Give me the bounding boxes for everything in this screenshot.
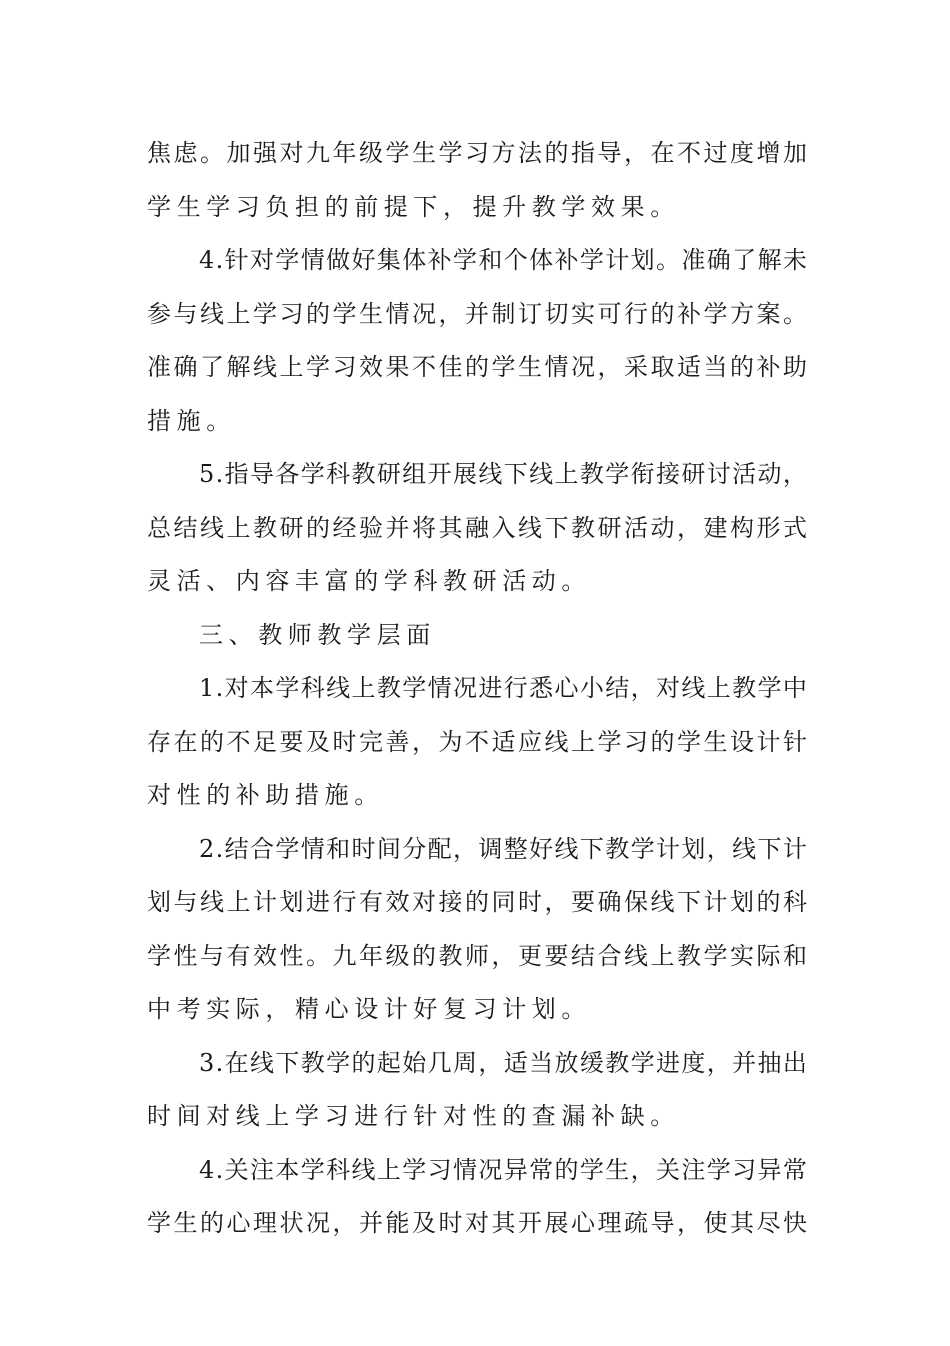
text-line: 对性的补助措施。	[147, 781, 384, 809]
text-line: 学 生 的 心 理 状 况 ， 并 能 及 时 对 其 开 展 心 理 疏 导 ， 使 其 尽 快	[147, 1209, 807, 1237]
text-line: 总 结 线 上 教 研 的 经 验 并 将 其 融 入 线 下 教 研 活 动 ， 建 构 形 式	[147, 513, 807, 542]
text-line: 4 . 针 对 学 情 做 好 集 体 补 学 和 个 体 补 学 计 划 。 准 确 了 解 未	[199, 246, 807, 274]
text-line: 存 在 的 不 足 要 及 时 完 善 ， 为 不 适 应 线 上 学 习 的 学 生 设 计 针	[147, 727, 807, 756]
text-line: 中考实际，精心设计好复习计划。	[147, 995, 591, 1023]
text-line: 划 与 线 上 计 划 进 行 有 效 对 接 的 同 时 ， 要 确 保 线 下 计 划 的 科	[147, 888, 807, 916]
text-line: 焦 虑 。 加 强 对 九 年 级 学 生 学 习 方 法 的 指 导 ， 在 不 过 度 增 加	[147, 139, 807, 167]
text-line: 灵活、内容丰富的学科教研活动。	[147, 567, 591, 595]
text-line: 3 . 在 线 下 教 学 的 起 始 几 周 ， 适 当 放 缓 教 学 进 度 ， 并 抽 出	[199, 1048, 807, 1077]
text-line: 5 . 指 导 各 学 科 教 研 组 开 展 线 下 线 上 教 学 衔 接 研 讨 活 动 ，	[199, 460, 807, 488]
text-line: 参 与 线 上 学 习 的 学 生 情 况 ， 并 制 订 切 实 可 行 的 补 学 方 案 。	[147, 299, 807, 328]
document-body	[147, 127, 807, 1251]
text-line: 4 . 关 注 本 学 科 线 上 学 习 情 况 异 常 的 学 生 ， 关 注 学 习 异 常	[199, 1155, 807, 1184]
text-line: 1 . 对 本 学 科 线 上 教 学 情 况 进 行 悉 心 小 结 ， 对 线 上 教 学 中	[199, 674, 807, 702]
text-line: 三、教师教学层面	[199, 620, 436, 649]
text-line: 学生学习负担的前提下，提升教学效果。	[147, 192, 680, 221]
text-line: 准 确 了 解 线 上 学 习 效 果 不 佳 的 学 生 情 况 ， 采 取 适 当 的 补 助	[147, 353, 807, 381]
text-line: 学 性 与 有 效 性 。 九 年 级 的 教 师 ， 更 要 结 合 线 上 教 学 实 际 和	[147, 941, 807, 970]
text-line: 措施。	[147, 406, 236, 435]
text-line: 2 . 结 合 学 情 和 时 间 分 配 ， 调 整 好 线 下 教 学 计 划 ， 线 下 计	[199, 834, 807, 863]
text-line: 时间对线上学习进行针对性的查漏补缺。	[147, 1102, 680, 1130]
